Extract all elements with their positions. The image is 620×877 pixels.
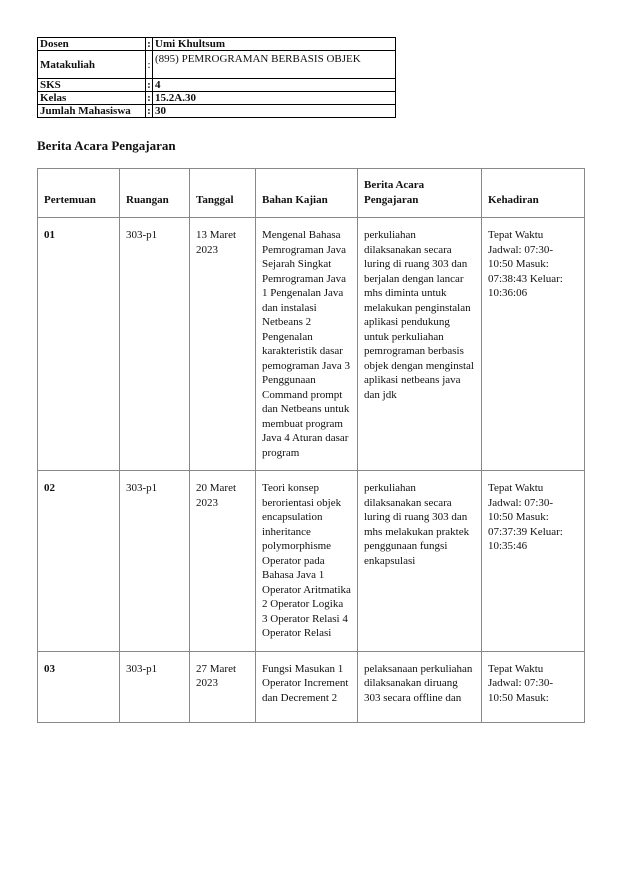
table-row [38,471,585,652]
berita-cell: perkuliahan dilaksanakan secara luring di ruang 303 dan mhs melakukan praktek penggunaan fungsi enkapsulasi [358,471,482,652]
sks-label: SKS [38,79,146,92]
header-ruangan: Ruangan [120,169,190,218]
berita-cell: perkuliahan dilaksanakan secara luring di ruang 303 dan berjalan dengan lancar mhs diminta untuk melakukan penginstalan aplikasi pendukung untuk perkuliahan pemrograman berbasis objek dengan menginstal aplikasi netbeans java dan jdk [358,218,482,471]
sks-value: 4 [153,79,396,92]
matakuliah-value: (895) PEMROGRAMAN BERBASIS OBJEK [153,51,396,79]
bahan-text: Fungsi Masukan 1 Operator Increment dan Decrement 2 [262,662,349,704]
header-bahan-kajian: Bahan Kajian [256,169,358,218]
tanggal-cell: 20 Maret 2023 [190,471,256,652]
header-pertemuan: Pertemuan [38,169,120,218]
colon: : [147,105,151,117]
info-row-sks [38,79,396,92]
ruangan-cell: 303-p1 [120,651,190,722]
table-row [38,218,585,471]
kehadiran-cell: Tepat Waktu Jadwal: 07:30-10:50 Masuk: 07:38:43 Keluar: 10:36:06 [482,218,585,471]
bahan-cell [256,651,358,722]
dosen-label: Dosen [38,38,146,51]
kehadiran-text: Tepat Waktu Jadwal: 07:30-10:50 Masuk: [488,662,554,704]
kelas-label: Kelas [38,92,146,105]
dosen-value: Umi Khultsum [153,38,396,51]
colon: : [147,38,151,50]
teaching-log-table [37,168,585,723]
header-tanggal: Tanggal [190,169,256,218]
ruangan-cell: 303-p1 [120,218,190,471]
kehadiran-cell: Tepat Waktu Jadwal: 07:30-10:50 Masuk: 07:37:39 Keluar: 10:35:46 [482,471,585,652]
berita-cell [358,651,482,722]
pertemuan-cell: 03 [38,651,120,722]
matakuliah-label: Matakuliah [38,51,146,79]
info-row-jumlah [38,105,396,118]
bahan-cell: Teori konsep berorientasi objek encapsulation inheritance polymorphisme Operator pada Bahasa Java 1 Operator Aritmatika 2 Operator Logika 3 Operator Relasi 4 Operator Relasi [256,471,358,652]
bahan-cell: Mengenal Bahasa Pemrograman Java Sejarah Singkat Pemrograman Java 1 Pengenalan Java dan instalasi Netbeans 2 Pengenalan karakteristik dasar pemograman Java 3 Penggunaan Command prompt dan Netbeans untuk membuat program Java 4 Aturan dasar program [256,218,358,471]
ruangan-cell: 303-p1 [120,471,190,652]
colon: : [147,92,151,104]
pertemuan-cell: 02 [38,471,120,652]
header-kehadiran: Kehadiran [482,169,585,218]
course-info-table [37,37,396,118]
header-berita-acara: Berita Acara Pengajaran [358,169,482,218]
info-row-kelas [38,92,396,105]
jumlah-label: Jumlah Mahasiswa [38,105,146,118]
info-row-dosen [38,38,396,51]
table-row [38,651,585,722]
pertemuan-cell: 01 [38,218,120,471]
table-header-row [38,169,585,218]
colon: : [147,79,151,91]
tanggal-cell: 27 Maret 2023 [190,651,256,722]
colon: : [146,51,153,79]
tanggal-cell: 13 Maret 2023 [190,218,256,471]
kelas-value: 15.2A.30 [153,92,396,105]
info-row-matakuliah [38,51,396,79]
berita-text: pelaksanaan perkuliahan dilaksanakan diruang 303 secara offline dan [364,662,473,704]
jumlah-value: 30 [153,105,396,118]
section-title: Berita Acara Pengajaran [37,138,176,153]
kehadiran-cell [482,651,585,722]
